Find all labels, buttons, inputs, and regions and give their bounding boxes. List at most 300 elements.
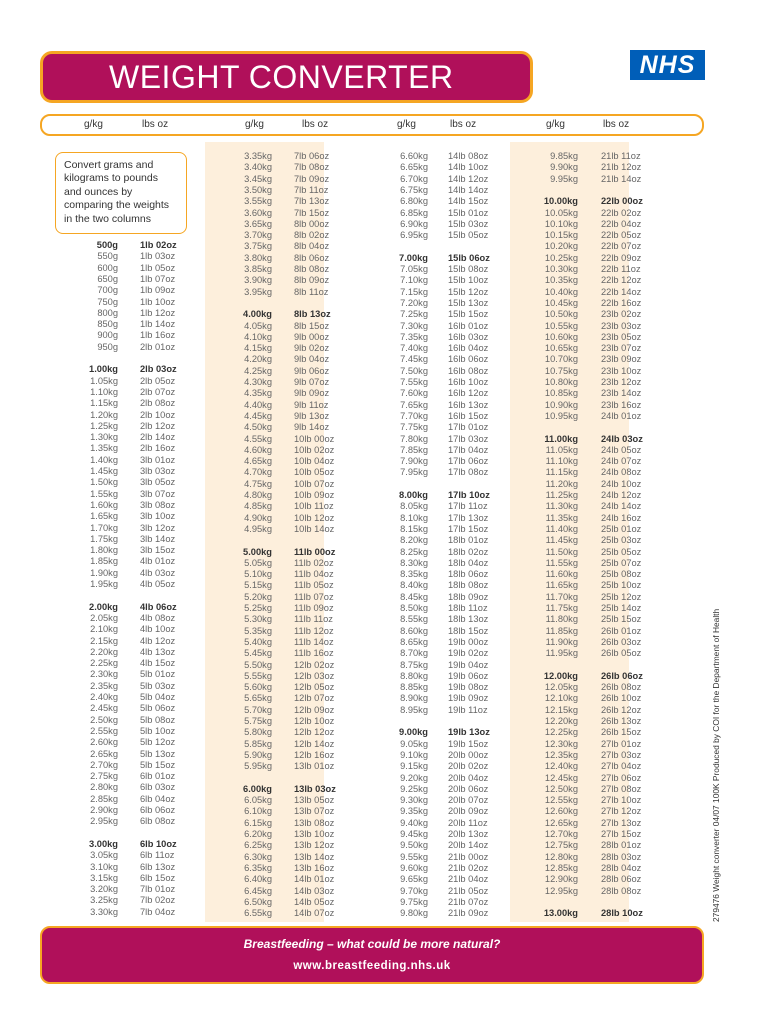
weight-imperial: 21lb 12oz <box>601 162 642 173</box>
weight-imperial: 11lb 16oz <box>294 648 334 659</box>
weight-imperial: 4lb 08oz <box>140 612 176 623</box>
weight-metric: 8.60kg <box>400 625 428 636</box>
weight-imperial: 25lb 08oz <box>601 569 642 580</box>
weight-imperial: 6lb 11oz <box>140 850 175 861</box>
weight-imperial: 26lb 13oz <box>601 716 642 726</box>
weight-imperial: 15lb 12oz <box>448 286 489 297</box>
weight-metric: 10.00kg <box>543 196 578 207</box>
weight-imperial: 7lb 08oz <box>294 162 330 173</box>
weight-imperial: 21lb 02oz <box>448 862 489 873</box>
weight-imperial: 8lb 09oz <box>294 275 330 286</box>
weight-imperial: 12lb 10oz <box>294 716 335 726</box>
weight-metric: 4.40kg <box>244 399 272 410</box>
weight-metric: 12.00kg <box>543 670 578 681</box>
page-title: WEIGHT CONVERTER <box>109 59 454 95</box>
weight-metric: 9.75kg <box>400 896 428 907</box>
weight-metric: 900g <box>97 330 118 341</box>
weight-metric: 11.40kg <box>545 523 578 534</box>
weight-imperial: 15lb 08oz <box>448 264 489 274</box>
weight-imperial: 18lb 08oz <box>448 580 489 591</box>
weight-imperial: 17lb 08oz <box>448 467 489 478</box>
weight-imperial: 21lb 11oz <box>601 151 641 161</box>
weight-imperial: 6lb 15oz <box>140 872 176 883</box>
weight-metric: 12.50kg <box>544 783 578 794</box>
weight-imperial: 12lb 16oz <box>294 749 335 760</box>
weight-imperial: 14lb 10oz <box>448 162 489 173</box>
weight-imperial: 4lb 03oz <box>140 567 176 578</box>
weight-imperial: 10lb 02oz <box>294 444 335 455</box>
weight-imperial: 21lb 07oz <box>448 896 489 907</box>
weight-imperial: 10lb 00oz <box>294 433 335 444</box>
weight-metric: 3.35kg <box>244 151 272 161</box>
weight-imperial: 12lb 09oz <box>294 704 335 715</box>
weight-metric: 2.80kg <box>90 782 118 793</box>
weight-metric: 6.30kg <box>244 851 272 862</box>
weight-imperial: 5lb 03oz <box>140 680 176 691</box>
weight-imperial: 6lb 13oz <box>140 861 176 872</box>
weight-metric: 7.30kg <box>400 320 428 331</box>
weight-imperial: 1lb 16oz <box>140 330 176 341</box>
weight-imperial: 1lb 02oz <box>140 240 177 250</box>
weight-imperial: 8lb 13oz <box>294 309 331 320</box>
weight-metric: 12.85kg <box>544 862 578 873</box>
weight-metric: 11.70kg <box>545 591 578 602</box>
weight-imperial: 6lb 03oz <box>140 782 176 793</box>
weight-metric: 1.10kg <box>90 386 118 397</box>
weight-metric: 9.40kg <box>400 817 428 828</box>
weight-metric: 11.30kg <box>545 501 578 512</box>
weight-metric: 8.55kg <box>400 614 428 625</box>
weight-imperial: 25lb 10oz <box>601 580 642 591</box>
weight-imperial: 14lb 07oz <box>294 908 335 919</box>
weight-metric: 2.25kg <box>90 658 118 669</box>
weight-imperial: 9lb 09oz <box>294 388 330 399</box>
weight-metric: 1.45kg <box>90 466 118 476</box>
weight-imperial: 3lb 05oz <box>140 477 176 488</box>
weight-metric: 6.85kg <box>400 207 428 218</box>
weight-metric: 10.65kg <box>544 343 578 354</box>
weight-imperial: 24lb 16oz <box>601 512 642 523</box>
weight-metric: 1.20kg <box>90 409 118 420</box>
weight-imperial: 1lb 10oz <box>140 296 176 307</box>
weight-imperial: 22lb 07oz <box>601 241 642 252</box>
weight-metric: 3.65kg <box>244 218 272 229</box>
weight-imperial: 28lb 10oz <box>601 908 643 919</box>
weight-metric: 5.70kg <box>244 704 272 715</box>
weight-imperial: 20lb 13oz <box>448 829 489 839</box>
weight-metric: 6.10kg <box>244 806 272 817</box>
weight-metric: 5.35kg <box>244 625 272 636</box>
weight-metric: 7.70kg <box>400 410 428 421</box>
weight-metric: 12.55kg <box>544 795 578 806</box>
weight-metric: 11.15kg <box>545 467 578 478</box>
weight-metric: 10.20kg <box>544 241 578 252</box>
weight-metric: 1.65kg <box>90 511 118 522</box>
info-box <box>55 152 187 234</box>
weight-imperial: 10lb 04oz <box>294 456 335 467</box>
weight-imperial: 1lb 05oz <box>140 262 176 273</box>
weight-metric: 1.85kg <box>90 556 118 567</box>
weight-imperial: 10lb 12oz <box>294 512 335 523</box>
weight-metric: 9.70kg <box>400 885 428 896</box>
weight-metric: 8.95kg <box>400 704 428 715</box>
weight-imperial: 17lb 11oz <box>448 501 488 512</box>
weight-imperial: 19lb 04oz <box>448 659 489 670</box>
weight-imperial: 12lb 14oz <box>294 738 335 749</box>
weight-imperial: 13lb 12oz <box>294 840 335 851</box>
weight-metric: 11.80kg <box>545 614 578 625</box>
weight-metric: 2.40kg <box>90 692 118 702</box>
weight-metric: 1.70kg <box>90 522 118 533</box>
weight-imperial: 23lb 05oz <box>601 331 642 342</box>
weight-metric: 12.15kg <box>544 704 578 715</box>
weight-metric: 1.00kg <box>89 364 118 375</box>
weight-imperial: 20lb 14oz <box>448 840 489 851</box>
weight-imperial: 17lb 10oz <box>448 490 490 500</box>
weight-imperial: 16lb 13oz <box>448 399 489 410</box>
weight-imperial: 7lb 02oz <box>140 895 176 906</box>
weight-metric: 7.95kg <box>400 467 428 478</box>
weight-imperial: 26lb 06oz <box>601 670 643 681</box>
weight-imperial: 2lb 07oz <box>140 386 176 397</box>
weight-metric: 9.10kg <box>400 749 428 760</box>
weight-metric: 2.65kg <box>90 748 118 759</box>
weight-imperial: 15lb 13oz <box>448 297 489 308</box>
weight-metric: 5.65kg <box>244 693 272 704</box>
weight-metric: 2.60kg <box>90 737 118 748</box>
weight-metric: 8.80kg <box>400 670 428 681</box>
weight-imperial: 21lb 09oz <box>448 908 489 919</box>
weight-imperial: 2lb 10oz <box>140 409 176 420</box>
weight-metric: 1.95kg <box>90 579 118 589</box>
weight-metric: 9.65kg <box>400 874 428 885</box>
weight-metric: 1.15kg <box>90 398 118 409</box>
weight-imperial: 20lb 11oz <box>448 817 488 828</box>
weight-imperial: 24lb 05oz <box>601 444 642 455</box>
weight-imperial: 2lb 12oz <box>140 420 176 431</box>
weight-imperial: 12lb 12oz <box>294 727 335 738</box>
weight-imperial: 28lb 06oz <box>601 874 642 885</box>
weight-imperial: 4lb 13oz <box>140 646 176 657</box>
weight-metric: 3.25kg <box>90 895 118 906</box>
weight-metric: 6.70kg <box>400 173 428 184</box>
weight-metric: 11.35kg <box>545 512 578 523</box>
weight-imperial: 8lb 08oz <box>294 264 330 274</box>
weight-metric: 6.80kg <box>400 196 428 207</box>
weight-metric: 1.60kg <box>90 499 118 510</box>
weight-imperial: 22lb 02oz <box>601 207 642 218</box>
weight-metric: 7.50kg <box>400 365 428 376</box>
weight-imperial: 9lb 11oz <box>294 399 329 410</box>
weight-metric: 7.75kg <box>400 422 428 433</box>
header-lbs-1: lbs oz <box>142 119 169 130</box>
weight-imperial: 19lb 11oz <box>448 704 488 715</box>
weight-imperial: 7lb 11oz <box>294 184 329 195</box>
weight-metric: 10.60kg <box>544 331 578 342</box>
weight-metric: 8.40kg <box>400 580 428 591</box>
weight-imperial: 19lb 15oz <box>448 738 489 749</box>
weight-imperial: 22lb 11oz <box>601 264 641 274</box>
weight-metric: 4.90kg <box>244 512 272 523</box>
weight-metric: 7.55kg <box>400 377 428 387</box>
weight-metric: 2.20kg <box>90 646 118 657</box>
weight-metric: 3.40kg <box>244 162 272 173</box>
weight-imperial: 27lb 08oz <box>601 783 642 794</box>
weight-imperial: 24lb 08oz <box>601 467 642 478</box>
weight-imperial: 19lb 09oz <box>448 693 489 704</box>
weight-metric: 2.35kg <box>90 680 118 691</box>
weight-imperial: 25lb 12oz <box>601 591 642 602</box>
weight-metric: 3.20kg <box>90 884 118 895</box>
weight-imperial: 27lb 04oz <box>601 761 642 772</box>
weight-imperial: 10lb 14oz <box>294 523 335 534</box>
weight-metric: 750g <box>97 296 118 307</box>
weight-imperial: 2lb 01oz <box>140 341 176 352</box>
weight-imperial: 17lb 03oz <box>448 433 489 444</box>
weight-imperial: 18lb 13oz <box>448 614 489 625</box>
weight-metric: 12.40kg <box>544 761 578 772</box>
weight-metric: 9.30kg <box>400 795 428 806</box>
print-reference-text: 279476 Weight converter 04/07 100K Produced by COI for the Department of Health <box>711 608 721 922</box>
weight-imperial: 14lb 01oz <box>294 874 335 885</box>
weight-metric: 3.00kg <box>89 838 118 849</box>
weight-metric: 5.20kg <box>244 591 272 602</box>
weight-metric: 13.00kg <box>543 908 578 919</box>
weight-metric: 6.60kg <box>400 151 428 161</box>
weight-metric: 650g <box>97 273 118 284</box>
weight-metric: 3.15kg <box>90 872 118 883</box>
weight-imperial: 28lb 04oz <box>601 862 642 873</box>
weight-metric: 10.55kg <box>544 320 578 331</box>
weight-imperial: 11lb 14oz <box>294 636 334 647</box>
weight-metric: 8.85kg <box>400 682 428 693</box>
weight-imperial: 21lb 04oz <box>448 874 489 885</box>
weight-imperial: 26lb 15oz <box>601 727 642 738</box>
weight-imperial: 1lb 09oz <box>140 285 176 296</box>
weight-metric: 6.20kg <box>244 829 272 839</box>
weight-imperial: 6lb 01oz <box>140 771 176 782</box>
weight-metric: 6.75kg <box>400 184 428 195</box>
weight-metric: 12.10kg <box>544 693 578 704</box>
weight-metric: 7.40kg <box>400 343 428 354</box>
weight-imperial: 16lb 03oz <box>448 331 489 342</box>
weight-imperial: 12lb 07oz <box>294 693 335 704</box>
weight-metric: 9.60kg <box>400 862 428 873</box>
weight-imperial: 1lb 07oz <box>140 273 176 284</box>
weight-metric: 8.10kg <box>400 512 428 523</box>
weight-metric: 12.35kg <box>544 749 578 760</box>
weight-imperial: 13lb 07oz <box>294 806 335 817</box>
weight-metric: 3.10kg <box>90 861 118 872</box>
weight-metric: 9.00kg <box>399 727 428 738</box>
weight-imperial: 8lb 02oz <box>294 230 330 241</box>
weight-metric: 9.80kg <box>400 908 428 919</box>
weight-imperial: 20lb 06oz <box>448 783 489 794</box>
weight-imperial: 18lb 09oz <box>448 591 489 602</box>
weight-imperial: 28lb 08oz <box>601 885 642 896</box>
weight-metric: 11.25kg <box>545 490 578 500</box>
weight-metric: 1.80kg <box>90 545 118 556</box>
weight-imperial: 15lb 03oz <box>448 218 489 229</box>
weight-metric: 7.60kg <box>400 388 428 399</box>
weight-metric: 8.45kg <box>400 591 428 602</box>
weight-imperial: 16lb 10oz <box>448 377 489 387</box>
weight-imperial: 12lb 03oz <box>294 670 335 681</box>
weight-metric: 11.05kg <box>545 444 578 455</box>
weight-metric: 3.45kg <box>244 173 272 184</box>
weight-metric: 1.30kg <box>90 432 118 443</box>
weight-metric: 2.90kg <box>90 805 118 815</box>
weight-metric: 4.05kg <box>244 320 272 331</box>
weight-metric: 6.95kg <box>400 230 428 241</box>
weight-metric: 4.25kg <box>244 365 272 376</box>
weight-imperial: 25lb 07oz <box>601 557 642 568</box>
weight-imperial: 13lb 16oz <box>294 862 335 873</box>
weight-imperial: 2lb 03oz <box>140 364 177 375</box>
weight-imperial: 5lb 12oz <box>140 737 176 748</box>
weight-metric: 9.20kg <box>400 772 428 783</box>
weight-imperial: 3lb 15oz <box>140 545 176 556</box>
weight-metric: 10.70kg <box>544 354 578 365</box>
weight-metric: 8.25kg <box>400 546 428 557</box>
weight-imperial: 23lb 02oz <box>601 309 642 320</box>
info-text: Convert grams and kilograms to pounds and ounces by comparing the weights in the two columns <box>64 159 170 225</box>
weight-imperial: 10lb 07oz <box>294 478 335 489</box>
weight-metric: 6.55kg <box>244 908 272 919</box>
header-gkg-1: g/kg <box>84 119 103 130</box>
weight-imperial: 27lb 12oz <box>601 806 642 817</box>
weight-metric: 12.25kg <box>544 727 578 738</box>
weight-metric: 3.30kg <box>90 906 118 917</box>
weight-imperial: 16lb 08oz <box>448 365 489 376</box>
weight-metric: 2.15kg <box>90 635 118 646</box>
weight-imperial: 11lb 09oz <box>294 603 334 613</box>
weight-imperial: 7lb 13oz <box>294 196 330 207</box>
weight-imperial: 3lb 10oz <box>140 511 176 522</box>
weight-imperial: 2lb 16oz <box>140 443 176 454</box>
weight-metric: 11.95kg <box>545 648 578 659</box>
weight-metric: 5.15kg <box>244 580 272 591</box>
weight-metric: 8.05kg <box>400 501 428 512</box>
weight-metric: 5.45kg <box>244 648 272 659</box>
weight-imperial: 20lb 09oz <box>448 806 489 817</box>
weight-imperial: 10lb 11oz <box>294 501 334 512</box>
weight-metric: 11.00kg <box>544 433 578 444</box>
weight-imperial: 22lb 14oz <box>601 286 642 297</box>
weight-imperial: 9lb 13oz <box>294 410 330 421</box>
weight-metric: 2.30kg <box>90 669 118 680</box>
weight-metric: 4.95kg <box>244 523 272 534</box>
weight-metric: 8.65kg <box>400 636 428 647</box>
weight-metric: 500g <box>96 240 118 250</box>
weight-imperial: 13lb 10oz <box>294 829 335 839</box>
weight-metric: 5.40kg <box>244 636 272 647</box>
weight-imperial: 6lb 06oz <box>140 805 176 815</box>
weight-metric: 9.25kg <box>400 783 428 794</box>
weight-metric: 1.90kg <box>90 567 118 578</box>
weight-imperial: 15lb 06oz <box>448 252 490 263</box>
weight-metric: 7.35kg <box>400 331 428 342</box>
weight-imperial: 11lb 07oz <box>294 591 334 602</box>
weight-metric: 1.25kg <box>90 420 118 431</box>
weight-imperial: 25lb 15oz <box>601 614 642 625</box>
weight-metric: 12.45kg <box>544 772 578 783</box>
weight-metric: 4.00kg <box>243 309 272 320</box>
weight-imperial: 25lb 05oz <box>601 546 642 557</box>
weight-imperial: 3lb 01oz <box>140 454 176 465</box>
weight-imperial: 7lb 09oz <box>294 173 330 184</box>
footer-banner <box>40 926 704 984</box>
weight-imperial: 16lb 06oz <box>448 354 489 365</box>
weight-imperial: 11lb 00oz <box>294 546 336 557</box>
footer-url[interactable]: www.breastfeeding.nhs.uk <box>293 960 451 972</box>
weight-imperial: 18lb 04oz <box>448 557 489 568</box>
weight-metric: 5.75kg <box>244 716 272 726</box>
weight-metric: 10.95kg <box>544 410 578 421</box>
weight-metric: 5.95kg <box>244 761 272 772</box>
weight-metric: 7.90kg <box>400 456 428 467</box>
weight-imperial: 8lb 04oz <box>294 241 330 252</box>
weight-metric: 5.30kg <box>244 614 272 625</box>
weight-imperial: 23lb 09oz <box>601 354 642 365</box>
weight-metric: 10.15kg <box>544 230 578 241</box>
weight-imperial: 16lb 12oz <box>448 388 489 399</box>
weight-metric: 4.20kg <box>244 354 272 365</box>
weight-imperial: 25lb 14oz <box>601 603 642 613</box>
weight-imperial: 8lb 15oz <box>294 320 330 331</box>
header-lbs-3: lbs oz <box>450 119 477 130</box>
weight-imperial: 24lb 12oz <box>601 490 642 500</box>
weight-imperial: 14lb 05oz <box>294 896 335 907</box>
weight-imperial: 26lb 12oz <box>601 704 642 715</box>
weight-metric: 8.90kg <box>400 693 428 704</box>
weight-imperial: 4lb 15oz <box>140 658 176 669</box>
weight-metric: 7.10kg <box>400 275 428 286</box>
weight-metric: 5.25kg <box>244 603 272 613</box>
weight-imperial: 25lb 01oz <box>601 523 642 534</box>
weight-metric: 4.65kg <box>244 456 272 467</box>
weight-imperial: 22lb 00oz <box>601 196 643 207</box>
weight-metric: 4.30kg <box>244 377 272 387</box>
weight-metric: 6.25kg <box>244 840 272 851</box>
weight-metric: 2.70kg <box>90 759 118 770</box>
weight-metric: 12.90kg <box>544 874 578 885</box>
weight-imperial: 18lb 02oz <box>448 546 489 557</box>
weight-metric: 11.10kg <box>545 456 578 467</box>
weight-imperial: 22lb 04oz <box>601 218 642 229</box>
weight-imperial: 21lb 05oz <box>448 885 489 896</box>
weight-metric: 5.85kg <box>244 738 272 749</box>
weight-metric: 6.35kg <box>244 862 272 873</box>
weight-imperial: 26lb 05oz <box>601 648 642 659</box>
weight-metric: 12.75kg <box>544 840 578 851</box>
weight-imperial: 6lb 04oz <box>140 793 176 804</box>
weight-imperial: 9lb 02oz <box>294 343 330 354</box>
weight-metric: 2.00kg <box>89 601 118 612</box>
weight-imperial: 23lb 14oz <box>601 388 642 399</box>
weight-metric: 950g <box>97 341 118 352</box>
weight-imperial: 27lb 10oz <box>601 795 642 806</box>
weight-metric: 4.70kg <box>244 467 272 478</box>
weight-imperial: 22lb 16oz <box>601 297 642 308</box>
title-banner <box>40 51 533 103</box>
weight-metric: 10.75kg <box>544 365 578 376</box>
header-lbs-2: lbs oz <box>302 119 329 130</box>
weight-metric: 9.50kg <box>400 840 428 851</box>
weight-metric: 2.55kg <box>90 725 118 736</box>
weight-metric: 7.85kg <box>400 444 428 455</box>
weight-metric: 4.10kg <box>244 331 272 342</box>
